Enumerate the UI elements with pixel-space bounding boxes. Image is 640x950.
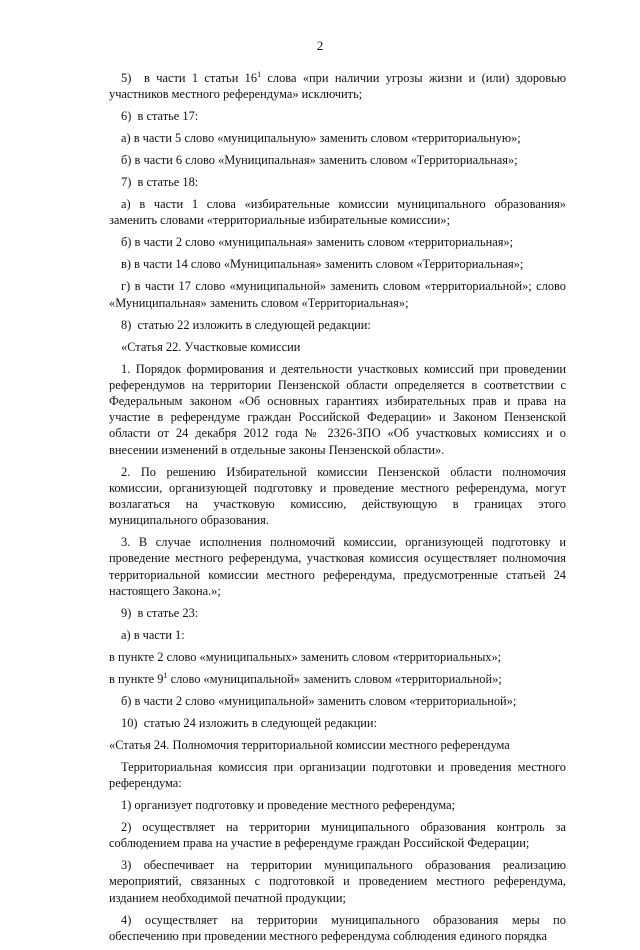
article-22-part-3: 3. В случае исполнения полномочий комиссии, организующей подготовку и проведение местного референдума, участковая комиссия осуществляет полномочия территориальной комиссии местного референдума, предусмотренные статьей 24 настоящего Закона.»; [109,535,566,598]
item-5 [109,70,566,102]
item-9-a-point-text: в пункте 9 [109,671,164,686]
article-24-item-2: 2) осуществляет на территории муниципального образования контроль за соблюдением права на участие в референдуме граждан Российской Федерации; [109,820,566,851]
item-9: 9) в статье 23: [121,605,199,620]
item-6: 6) в статье 17: [121,109,199,124]
article-24-item-3: 3) обеспечивает на территории муниципального образования реализацию мероприятий, связанных с подготовкой и проведением местного референдума, изданием необходимой печатной продукции; [109,858,566,905]
item-5-text: 5) в части 1 статьи 16 [121,71,258,85]
page-number: 2 [316,38,324,53]
superscript: 1 [163,670,168,680]
item-7-c: в) в части 14 слово «Муниципальная» заменить словом «Территориальная»; [121,257,524,272]
article-24-item-4: 4) осуществляет на территории муниципального образования меры по обеспечению при проведении местного референдума соблюдения единого порядка [109,912,566,943]
item-7-a: а) в части 1 слова «избирательные комиссии муниципального образования» заменить словами «территориальные избирательные комиссии»; [109,197,566,228]
article-22-heading: «Статья 22. Участковые комиссии [121,339,301,354]
article-22-part-2: 2. По решению Избирательной комиссии Пензенской области полномочия комиссии, организующей подготовку и проведение местного референдума, могут возлагаться на участковую комиссию, действующую в границах этого муниципального образования. [109,464,566,528]
article-24-heading: «Статья 24. Полномочия территориальной комиссии местного референдума [109,737,510,752]
superscript: 1 [257,70,262,79]
item-6-a: а) в части 5 слово «муниципальную» заменить словом «территориальную»; [121,131,521,146]
article-24-item-1: 1) организует подготовку и проведение местного референдума; [121,798,456,813]
item-5-text-end: слова «при наличии угрозы жизни и (или) здоровью участников местного референдума» исключить; [109,71,566,102]
item-9-a-point-text-end: слово «муниципальной» заменить словом «территориальной»; [167,671,502,686]
item-8: 8) статью 22 изложить в следующей редакции: [121,317,371,332]
article-24-intro: Территориальная комиссия при организации подготовки и проведения местного референдума: [109,759,566,791]
item-9-a-point-2: в пункте 2 слово «муниципальных» заменить словом «территориальных»; [109,649,502,664]
item-7: 7) в статье 18: [121,175,199,190]
item-9-a: а) в части 1: [121,627,185,642]
item-9-b: б) в части 2 слово «муниципальной» заменить словом «территориальной»; [121,693,517,708]
document-body [109,70,566,950]
article-22-part-1: 1. Порядок формирования и деятельности участковых комиссий при проведении референдумов на территории Пензенской области определяется в соответствии с Федеральным законом «Об основных гарантиях избирательных прав и права на участие в референдуме граждан Российской Федерации» и Законом Пензенской области от 24 декабря 2012 года № 2326-ЗПО «Об участковых комиссиях и о внесении изменений в отдельные законы Пензенской области». [109,361,566,457]
item-9-a-point-9-1 [109,671,566,687]
item-10: 10) статью 24 изложить в следующей редакции: [121,715,377,730]
item-7-d: г) в части 17 слово «муниципальной» заменить словом «территориальной»; слово «Муниципальная» заменить словом «Территориальная»; [109,279,566,310]
item-7-b: б) в части 2 слово «муниципальная» заменить словом «территориальная»; [121,235,514,250]
item-6-b: б) в части 6 слово «Муниципальная» заменить словом «Территориальная»; [121,153,518,168]
